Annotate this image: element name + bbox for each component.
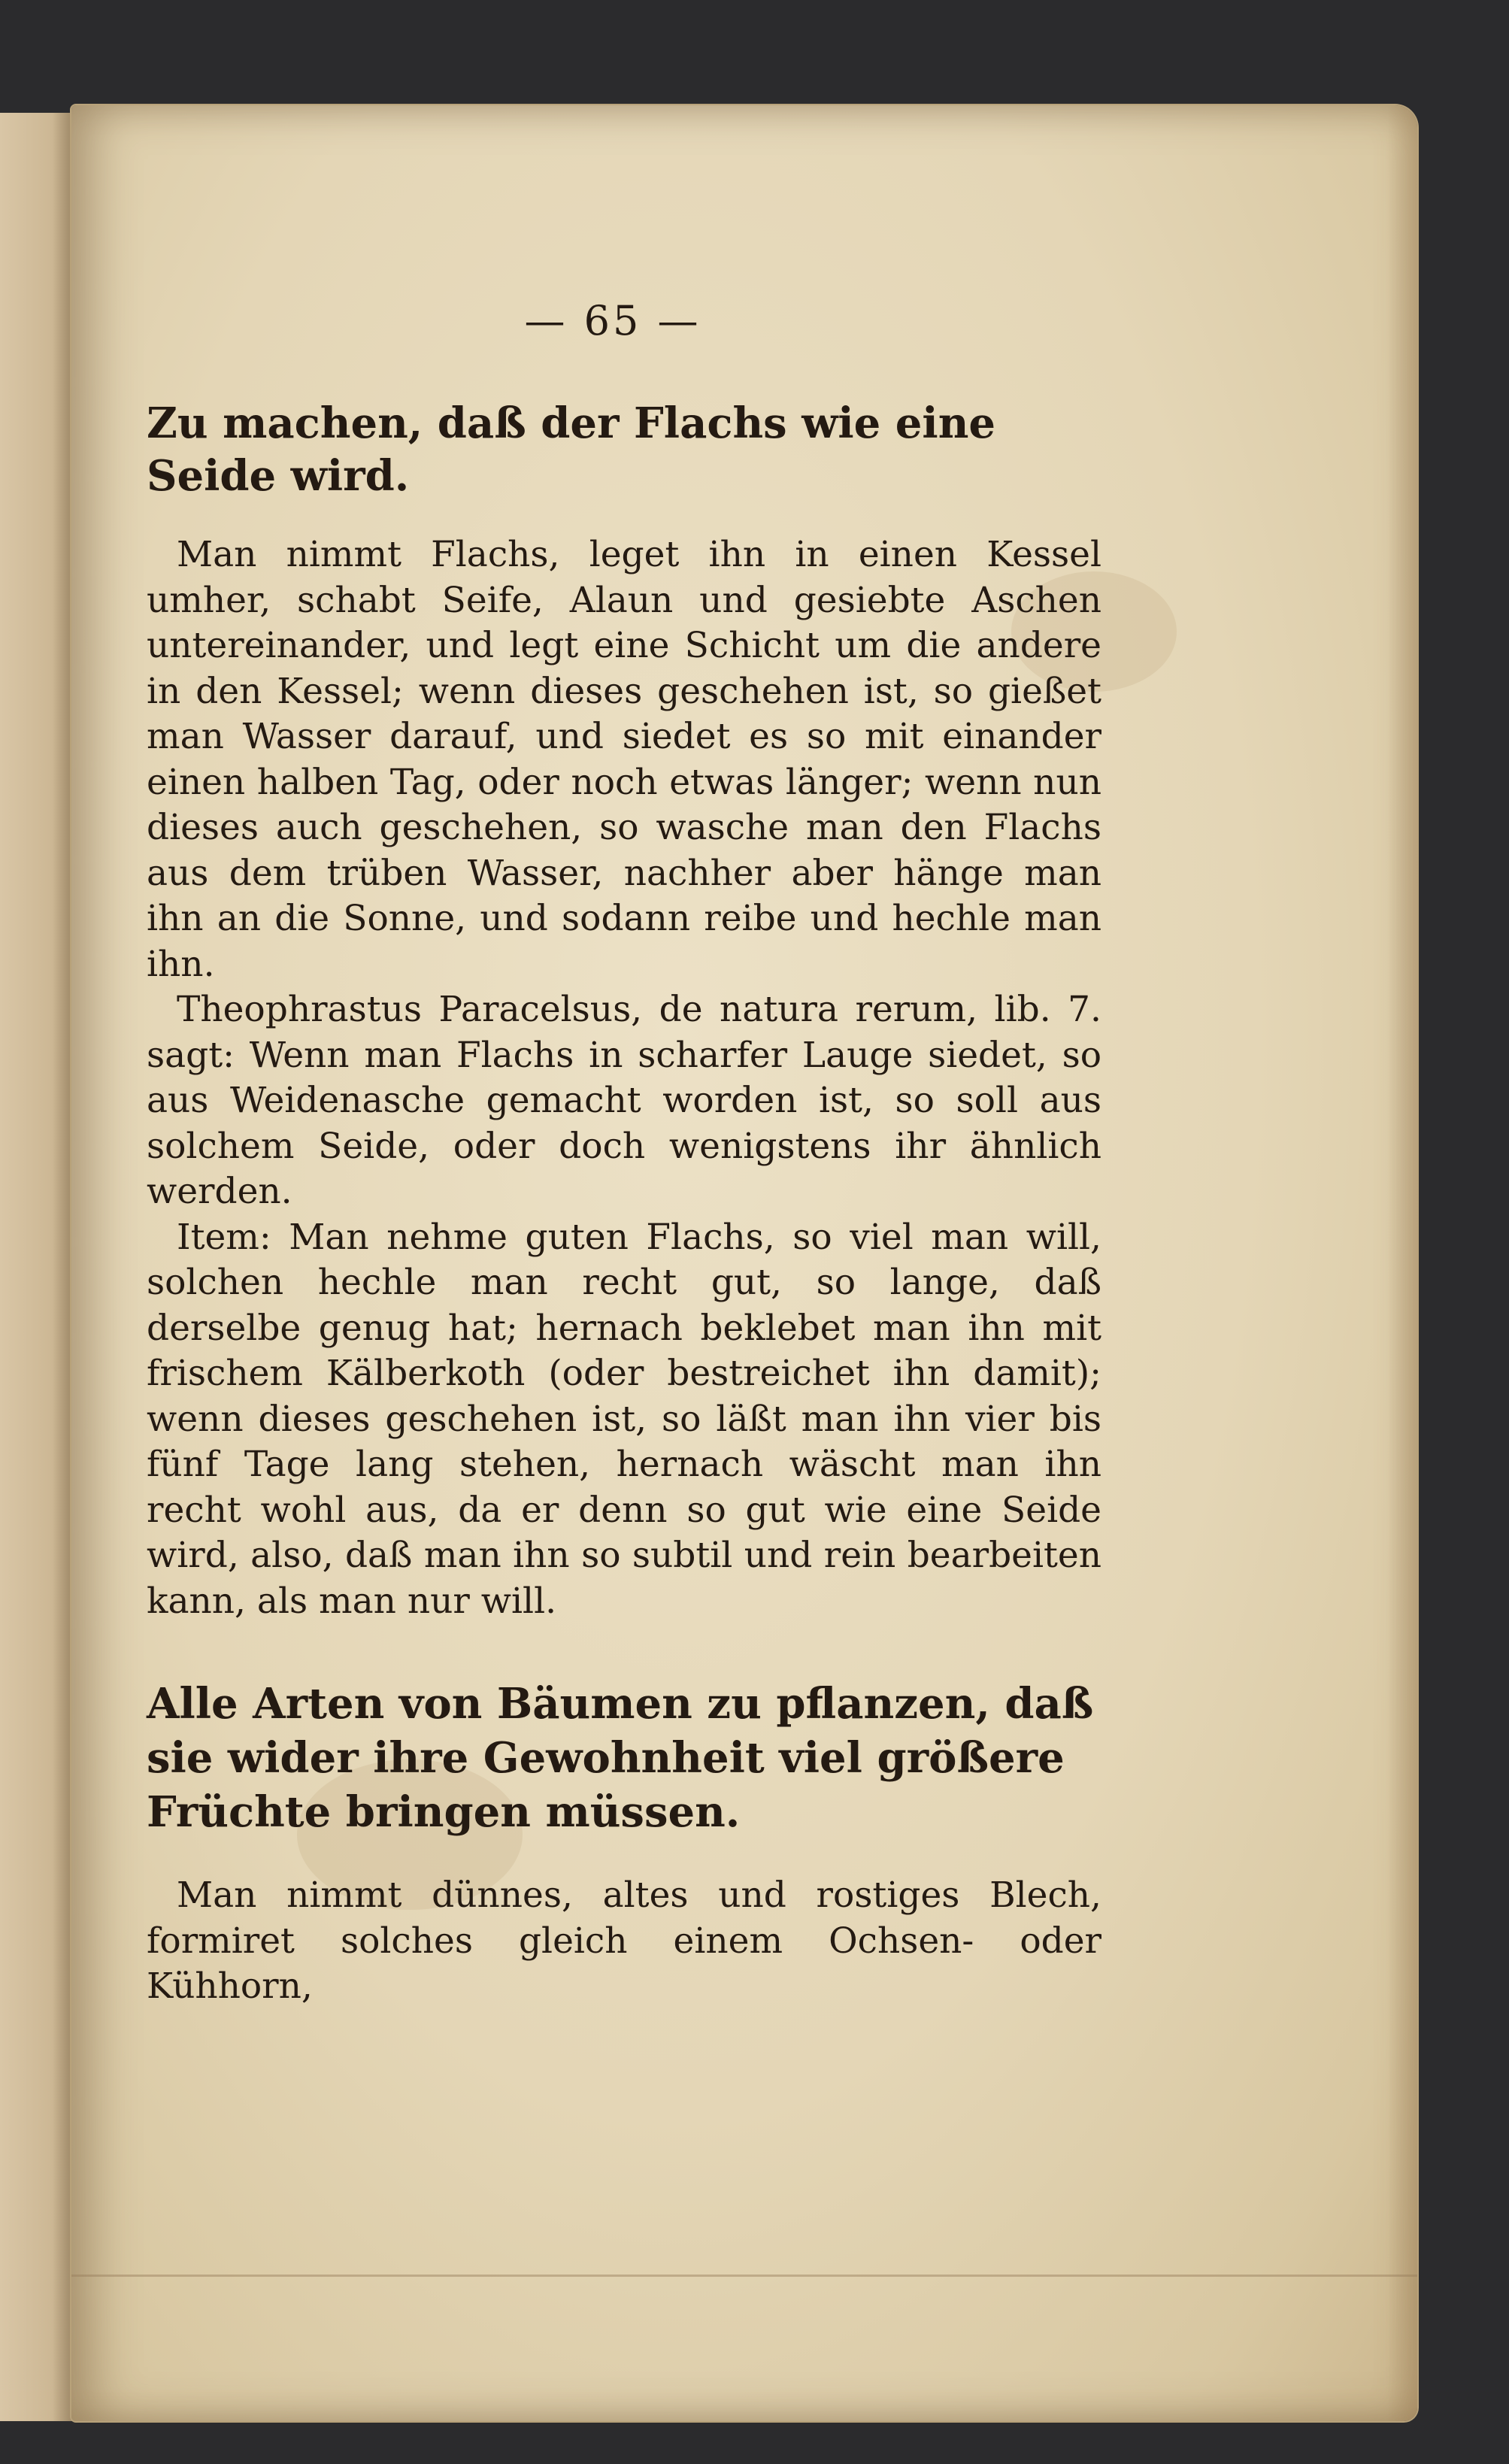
page-edge [1387,105,1417,2421]
paragraph: Man nimmt dünnes, altes und rostiges Blech, formiret solches gleich einem Ochsen- oder Kühhorn, [147,1875,1101,2007]
paragraph: Man nimmt Flachs, leget ihn in einen Kessel umher, schabt Seife, Alaun und gesiebte Aschen untereinander, und legt eine Schicht um die andere in den Kessel; wenn dieses geschehen ist, so gießet man Wasser darauf, und siedet es so mit einander einen halben Tag, oder noch etwas länger; wenn nun dieses auch geschehen, so wasche man den Flachs aus dem trüben Wasser, nachher aber hänge man ihn an die Sonne, und sodann reibe und hechle man ihn. [147,534,1101,985]
page-fold-line [71,2275,1417,2277]
paragraph-item: Item: Man nehme guten Flachs, so viel man will, solchen hechle man recht gut, so lange, daß derselbe genug hat; hernach beklebet man ihn mit frischem Kälberkoth (oder bestreichet ihn damit); wenn dieses geschehen ist, so läßt man ihn vier bis fünf Tage lang stehen, hernach wäscht man ihn recht wohl aus, da er denn so gut wie eine Seide wird, also, daß man ihn so subtil und rein bearbeiten kann, als man nur will. [147,1216,1101,1622]
section-heading-flax: Zu machen, daß der Flachs wie eine Seide wird. [147,399,996,501]
paragraph-paracelsus: Theophrastus Paracelsus, de natura rerum, lib. 7. sagt: Wenn man Flachs in scharfer Lauge siedet, so aus Weidenasche gemacht worden ist, so soll aus solchem Seide, oder doch wenigstens ihr ähnlich werden. [147,989,1101,1212]
page-number: — 65 — [524,297,701,344]
page-content [147,297,1101,2010]
section-heading-trees: Alle Arten von Bäumen zu pflanzen, daß sie wider ihre Gewohnheit viel größere Früchte bringen müssen. [147,1679,1094,1837]
